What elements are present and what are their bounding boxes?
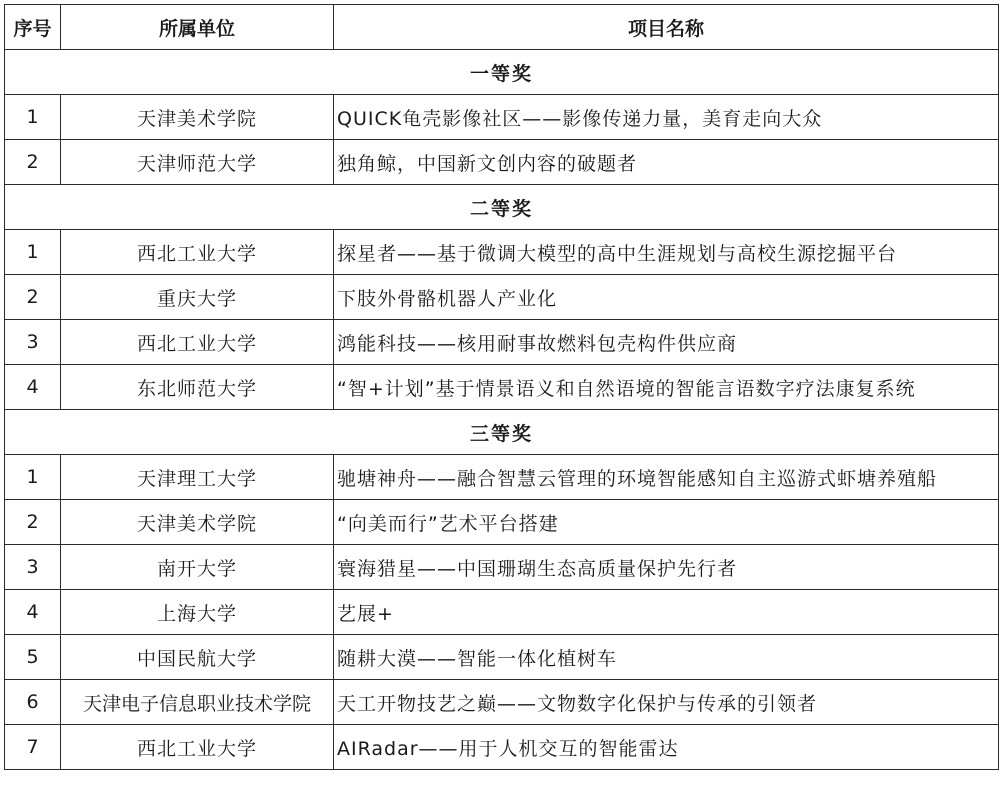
row-unit: 天津美术学院: [61, 500, 334, 545]
row-unit: 西北工业大学: [61, 230, 334, 275]
row-no: 1: [5, 230, 61, 275]
section-title: 二等奖: [5, 185, 999, 230]
header-row: [5, 5, 999, 50]
row-no: 1: [5, 455, 61, 500]
row-project-name: 驰塘神舟——融合智慧云管理的环境智能感知自主巡游式虾塘养殖船: [334, 455, 999, 500]
row-unit: 西北工业大学: [61, 320, 334, 365]
table-row: [5, 590, 999, 635]
row-project-name: 寰海猎星——中国珊瑚生态高质量保护先行者: [334, 545, 999, 590]
table-row: [5, 320, 999, 365]
row-no: 3: [5, 320, 61, 365]
row-unit: 东北师范大学: [61, 365, 334, 410]
row-project-name: 艺展+: [334, 590, 999, 635]
section-row-third-prize: [5, 410, 999, 455]
row-project-name: “智+计划”基于情景语义和自然语境的智能言语数字疗法康复系统: [334, 365, 999, 410]
row-project-name: 随耕大漠——智能一体化植树车: [334, 635, 999, 680]
row-no: 4: [5, 590, 61, 635]
row-no: 2: [5, 140, 61, 185]
row-project-name: AIRadar——用于人机交互的智能雷达: [334, 725, 999, 770]
table-row: [5, 500, 999, 545]
table-row: [5, 680, 999, 725]
table-row: [5, 545, 999, 590]
awards-table: [4, 4, 999, 770]
section-title: 一等奖: [5, 50, 999, 95]
row-no: 3: [5, 545, 61, 590]
header-no: 序号: [5, 5, 61, 50]
row-no: 2: [5, 500, 61, 545]
section-title: 三等奖: [5, 410, 999, 455]
row-unit: 天津美术学院: [61, 95, 334, 140]
row-unit: 南开大学: [61, 545, 334, 590]
row-unit: 天津师范大学: [61, 140, 334, 185]
row-no: 7: [5, 725, 61, 770]
row-no: 2: [5, 275, 61, 320]
table-row: [5, 725, 999, 770]
row-unit: 天津电子信息职业技术学院: [61, 680, 334, 725]
header-unit: 所属单位: [61, 5, 334, 50]
table-row: [5, 230, 999, 275]
row-project-name: 独角鲸，中国新文创内容的破题者: [334, 140, 999, 185]
row-project-name: “向美而行”艺术平台搭建: [334, 500, 999, 545]
row-no: 5: [5, 635, 61, 680]
row-unit: 西北工业大学: [61, 725, 334, 770]
row-project-name: 鸿能科技——核用耐事故燃料包壳构件供应商: [334, 320, 999, 365]
row-unit: 上海大学: [61, 590, 334, 635]
row-unit: 中国民航大学: [61, 635, 334, 680]
section-row-second-prize: [5, 185, 999, 230]
section-row-first-prize: [5, 50, 999, 95]
row-project-name: 天工开物技艺之巅——文物数字化保护与传承的引领者: [334, 680, 999, 725]
row-no: 1: [5, 95, 61, 140]
table-row: [5, 95, 999, 140]
row-project-name: 下肢外骨骼机器人产业化: [334, 275, 999, 320]
row-no: 6: [5, 680, 61, 725]
row-unit: 天津理工大学: [61, 455, 334, 500]
row-project-name: QUICK龟壳影像社区——影像传递力量，美育走向大众: [334, 95, 999, 140]
table-row: [5, 275, 999, 320]
table-row: [5, 140, 999, 185]
table-row: [5, 455, 999, 500]
header-name: 项目名称: [334, 5, 999, 50]
row-no: 4: [5, 365, 61, 410]
row-project-name: 探星者——基于微调大模型的高中生涯规划与高校生源挖掘平台: [334, 230, 999, 275]
table-row: [5, 365, 999, 410]
row-unit: 重庆大学: [61, 275, 334, 320]
table-row: [5, 635, 999, 680]
